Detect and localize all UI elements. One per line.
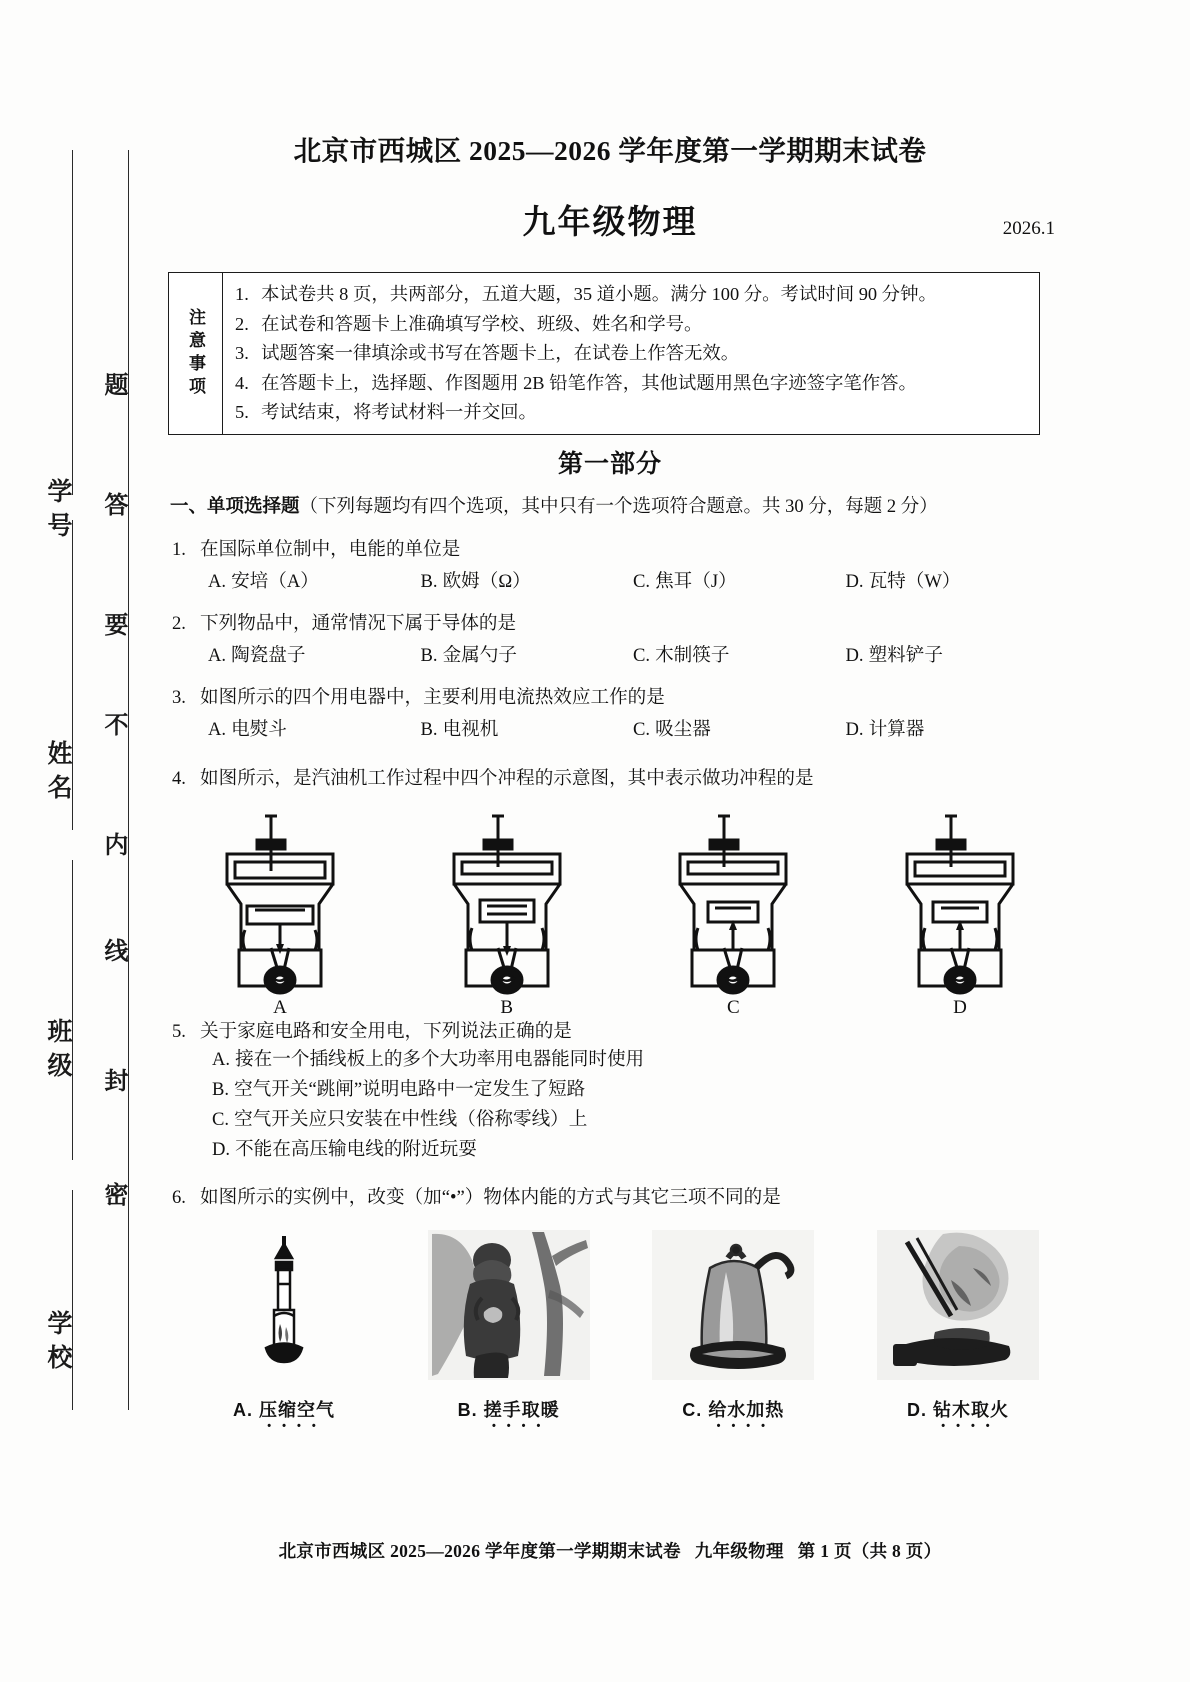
option-text: 吸尘器 bbox=[655, 719, 711, 740]
compressed-air-syringe-icon bbox=[204, 1228, 364, 1388]
question-2 bbox=[172, 610, 1058, 667]
question-stem bbox=[172, 1018, 1058, 1045]
option-row bbox=[172, 641, 1058, 667]
question-stem-text: 下列物品中，通常情况下属于导体的是 bbox=[200, 613, 517, 634]
notice-item-text: 在答题卡上，选择题、作图题用 2B 铅笔作答，其他试题用黑色字迹签字笔作答。 bbox=[261, 372, 917, 393]
option-label: C. bbox=[633, 719, 651, 740]
notice-item-number: 5. bbox=[235, 402, 249, 422]
binding-seal-char-0: 题 bbox=[100, 372, 127, 405]
notice-label-text: 注意事项 bbox=[186, 307, 205, 400]
rubbing-hands-photo-icon bbox=[424, 1228, 594, 1388]
notice-item-text: 试题答案一律填涂或书写在答题卡上，在试卷上作答无效。 bbox=[261, 343, 740, 363]
notice-item bbox=[235, 280, 1029, 310]
photo-caption-text: 搓手取暖 bbox=[483, 1400, 560, 1420]
binding-seal-char-5: 线 bbox=[100, 938, 127, 971]
engine-diagram-c-icon bbox=[658, 810, 808, 995]
option-label: D. bbox=[845, 645, 864, 666]
photo-cell-c bbox=[627, 1228, 839, 1432]
question-5 bbox=[172, 1018, 1058, 1165]
binding-seal-char-1: 答 bbox=[100, 492, 127, 525]
part-heading: 第一部分 bbox=[557, 450, 662, 478]
photo-caption-text: 压缩空气 bbox=[259, 1400, 335, 1420]
option-text: 不能在高压输电线的附近玩耍 bbox=[235, 1139, 477, 1160]
footer-subject: 九年级物理 bbox=[694, 1541, 784, 1561]
option-d[interactable] bbox=[846, 641, 1059, 667]
footer-exam-name: 北京市西城区 2025—2026 学年度第一学期期末试卷 bbox=[278, 1541, 681, 1561]
option-text: 计算器 bbox=[868, 719, 925, 740]
notice-body bbox=[223, 273, 1039, 434]
notice-item-number: 4. bbox=[235, 372, 249, 393]
emphasis-dots: •••• bbox=[716, 1420, 776, 1432]
figure-cell-a bbox=[180, 810, 380, 1019]
photo-caption-a bbox=[232, 1396, 335, 1432]
photo-caption-text: 给水加热 bbox=[708, 1400, 785, 1420]
option-row bbox=[172, 567, 1058, 593]
option-text: 接在一个插线板上的多个大功率用电器能同时使用 bbox=[235, 1049, 645, 1070]
option-b[interactable] bbox=[421, 715, 634, 741]
footer-page-number: 第 1 页（共 8 页） bbox=[797, 1541, 942, 1561]
option-d[interactable] bbox=[846, 715, 1059, 741]
figure-cell-d bbox=[860, 810, 1060, 1019]
question-stem-text: 如图所示，是汽油机工作过程中四个冲程的示意图，其中表示做功冲程的是 bbox=[200, 768, 814, 789]
option-label: B. bbox=[420, 719, 438, 740]
fire-drill-wood-icon bbox=[873, 1228, 1043, 1388]
option-b[interactable] bbox=[212, 1075, 1058, 1105]
option-row bbox=[172, 715, 1058, 741]
notice-item bbox=[235, 398, 1029, 428]
binding-margin bbox=[0, 0, 165, 1682]
photo-caption-d bbox=[906, 1396, 1009, 1432]
page-footer bbox=[165, 1538, 1055, 1563]
option-a[interactable] bbox=[208, 641, 421, 667]
engine-stroke-figures bbox=[180, 810, 1060, 1019]
option-text: 空气开关“跳闸”说明电路中一定发生了短路 bbox=[234, 1079, 586, 1100]
binding-seal-char-4: 内 bbox=[100, 832, 127, 865]
option-d[interactable] bbox=[846, 567, 1059, 593]
question-stem-text: 如图所示的实例中，改变（加“•”）物体内能的方式与其它三项不同的是 bbox=[200, 1187, 781, 1208]
option-label: A. bbox=[208, 571, 227, 592]
option-text: 塑料铲子 bbox=[868, 645, 943, 666]
notice-label bbox=[169, 273, 223, 434]
photo-cell-d bbox=[852, 1228, 1064, 1432]
figure-caption-d: D bbox=[953, 997, 967, 1018]
question-4 bbox=[172, 765, 1058, 792]
option-c[interactable] bbox=[212, 1105, 1058, 1135]
binding-rule-outer-1 bbox=[72, 150, 73, 495]
notice-item-number: 1. bbox=[235, 284, 249, 304]
question-stem bbox=[172, 536, 1058, 563]
question-3 bbox=[172, 684, 1058, 741]
binding-rule-outer-3 bbox=[72, 860, 73, 1160]
photo-cell-b bbox=[403, 1228, 615, 1432]
question-6 bbox=[172, 1184, 1058, 1211]
option-text: 安培（A） bbox=[231, 571, 319, 592]
kettle-heating-water-icon bbox=[648, 1228, 818, 1388]
question-stem bbox=[172, 684, 1058, 711]
option-label: A. bbox=[208, 645, 227, 666]
question-number: 6. bbox=[172, 1187, 186, 1208]
notice-item bbox=[235, 339, 1029, 369]
question-stem bbox=[172, 765, 1058, 792]
photo-caption-c bbox=[682, 1396, 785, 1432]
section-heading-bold: 一、单项选择题 bbox=[170, 495, 300, 516]
figure-cell-b bbox=[407, 810, 607, 1019]
notice-item-number: 2. bbox=[235, 313, 249, 334]
figure-cell-c bbox=[633, 810, 833, 1019]
binding-field-school: 学校 bbox=[44, 1310, 72, 1378]
binding-seal-char-6: 封 bbox=[100, 1068, 127, 1101]
binding-seal-char-3: 不 bbox=[100, 712, 127, 745]
option-label: C. bbox=[633, 571, 651, 592]
photo-caption-label: D. bbox=[906, 1400, 927, 1420]
option-text: 电视机 bbox=[442, 719, 499, 740]
option-label: B. bbox=[212, 1079, 230, 1100]
photo-caption-label: C. bbox=[682, 1400, 703, 1420]
option-label: C. bbox=[633, 645, 651, 666]
binding-seal-char-2: 要 bbox=[100, 612, 127, 645]
binding-seal-char-7: 密 bbox=[100, 1182, 127, 1215]
option-b[interactable] bbox=[421, 567, 634, 593]
engine-diagram-a-icon bbox=[205, 810, 355, 995]
option-label: C. bbox=[212, 1109, 230, 1130]
section-heading bbox=[170, 492, 938, 518]
photo-caption-label: B. bbox=[457, 1400, 478, 1420]
option-a[interactable] bbox=[208, 567, 421, 593]
question-stem bbox=[172, 610, 1058, 637]
option-c[interactable] bbox=[633, 715, 846, 741]
photo-caption-b bbox=[457, 1396, 560, 1432]
option-a[interactable] bbox=[208, 715, 421, 741]
page-title: 北京市西城区 2025—2026 学年度第一学期期末试卷 bbox=[293, 135, 927, 166]
question-stem-text: 如图所示的四个用电器中，主要利用电流热效应工作的是 bbox=[200, 687, 665, 708]
figure-caption-c: C bbox=[726, 997, 740, 1018]
question-number: 2. bbox=[172, 613, 186, 634]
notice-box bbox=[168, 272, 1040, 435]
question-number: 4. bbox=[172, 768, 186, 789]
binding-rule-inner bbox=[128, 150, 129, 1410]
option-c[interactable] bbox=[633, 641, 846, 667]
figure-caption-a: A bbox=[273, 997, 287, 1018]
option-text: 电熨斗 bbox=[231, 719, 287, 740]
option-stack bbox=[172, 1045, 1058, 1165]
option-label: B. bbox=[420, 645, 438, 666]
photo-caption-label: A. bbox=[232, 1400, 253, 1420]
option-d[interactable] bbox=[212, 1135, 1058, 1165]
notice-item-number: 3. bbox=[235, 343, 249, 363]
emphasis-dots: •••• bbox=[491, 1420, 552, 1432]
exam-date: 2026.1 bbox=[1002, 218, 1055, 239]
option-b[interactable] bbox=[421, 641, 634, 667]
option-label: D. bbox=[212, 1139, 231, 1160]
notice-item-text: 本试卷共 8 页，共两部分，五道大题，35 道小题。满分 100 分。考试时间 90 分钟。 bbox=[261, 284, 937, 304]
question-stem-text: 关于家庭电路和安全用电，下列说法正确的是 bbox=[200, 1021, 572, 1042]
option-text: 陶瓷盘子 bbox=[231, 645, 306, 666]
option-label: B. bbox=[420, 571, 438, 592]
binding-field-name: 姓名 bbox=[44, 740, 72, 808]
notice-item-text: 在试卷和答题卡上准确填写学校、班级、姓名和学号。 bbox=[261, 313, 703, 334]
option-text: 金属勺子 bbox=[442, 645, 517, 666]
notice-item bbox=[235, 369, 1029, 399]
option-text: 欧姆（Ω） bbox=[442, 571, 531, 592]
option-c[interactable] bbox=[633, 567, 846, 593]
subject-header bbox=[165, 196, 1055, 248]
photo-cell-a bbox=[178, 1228, 390, 1432]
option-label: D. bbox=[845, 571, 864, 592]
internal-energy-photos bbox=[178, 1228, 1064, 1432]
option-a[interactable] bbox=[212, 1045, 1058, 1075]
notice-item bbox=[235, 310, 1029, 340]
section-heading-rest: （下列每题均有四个选项，其中只有一个选项符合题意。共 30 分，每题 2 分） bbox=[299, 497, 938, 517]
option-label: A. bbox=[212, 1049, 231, 1070]
question-number: 1. bbox=[172, 539, 186, 560]
binding-field-class: 班级 bbox=[44, 1018, 72, 1086]
emphasis-dots: •••• bbox=[267, 1420, 327, 1432]
notice-item-text: 考试结束，将考试材料一并交回。 bbox=[261, 402, 537, 422]
option-label: A. bbox=[208, 719, 227, 740]
option-text: 木制筷子 bbox=[655, 645, 730, 666]
option-text: 瓦特（W） bbox=[868, 571, 961, 592]
emphasis-dots: •••• bbox=[941, 1420, 1001, 1432]
figure-caption-b: B bbox=[500, 997, 513, 1018]
option-text: 焦耳（J） bbox=[655, 571, 737, 592]
engine-diagram-d-icon bbox=[885, 810, 1035, 995]
binding-field-student-id: 学号 bbox=[44, 478, 72, 546]
question-number: 5. bbox=[172, 1021, 186, 1042]
engine-diagram-b-icon bbox=[432, 810, 582, 995]
option-label: D. bbox=[845, 719, 864, 740]
question-1 bbox=[172, 536, 1058, 593]
photo-caption-text: 钻木取火 bbox=[932, 1400, 1009, 1420]
subject-name: 九年级物理 bbox=[522, 203, 698, 240]
question-stem bbox=[172, 1184, 1058, 1211]
question-stem-text: 在国际单位制中，电能的单位是 bbox=[200, 539, 461, 560]
option-text: 空气开关应只安装在中性线（俗称零线）上 bbox=[234, 1109, 588, 1130]
question-number: 3. bbox=[172, 687, 186, 708]
